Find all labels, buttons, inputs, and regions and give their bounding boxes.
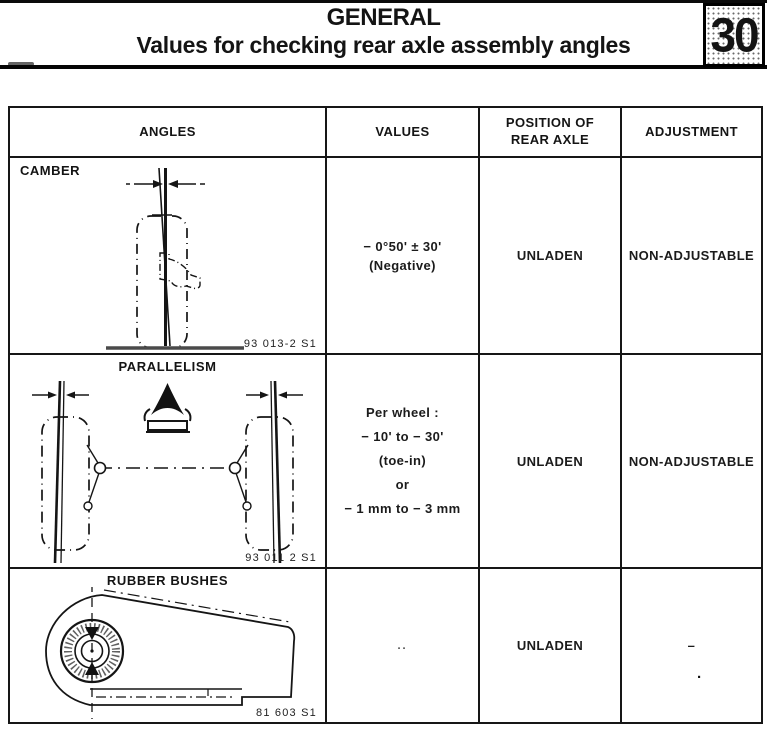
rubber-bushes-position-cell: UNLADEN bbox=[478, 567, 620, 722]
column-header-values: VALUES bbox=[325, 108, 478, 156]
camber-value: − 0°50' ± 30' bbox=[363, 238, 442, 254]
rubber-bushes-figure-ref: 81 603 S1 bbox=[256, 707, 317, 719]
camber-figure-cell bbox=[10, 156, 325, 353]
scan-artifact-dot: · bbox=[697, 669, 703, 686]
parallelism-label: PARALLELISM bbox=[118, 359, 217, 374]
parallelism-position-cell: UNLADEN bbox=[478, 353, 620, 567]
camber-label: CAMBER bbox=[20, 163, 81, 178]
rubber-bushes-value: .. bbox=[397, 639, 408, 652]
rear-axle-values-table bbox=[8, 106, 763, 724]
parallelism-value-line: − 1 mm to − 3 mm bbox=[344, 501, 461, 516]
parallelism-figure-cell bbox=[10, 353, 325, 567]
rubber-bushes-figure-cell bbox=[10, 567, 325, 722]
section-number-box bbox=[703, 3, 765, 67]
parallelism-value-line: Per wheel : bbox=[365, 405, 440, 420]
page-title: GENERAL bbox=[326, 4, 441, 31]
section-number: 30 bbox=[710, 7, 758, 63]
parallelism-values-cell bbox=[325, 353, 478, 567]
header-divider bbox=[0, 65, 767, 69]
camber-position-cell: UNLADEN bbox=[478, 156, 620, 353]
page-subtitle: Values for checking rear axle assembly angles bbox=[136, 32, 631, 58]
rubber-bushes-diagram-icon bbox=[10, 587, 325, 721]
camber-diagram-icon bbox=[10, 158, 325, 353]
parallelism-value-line: or bbox=[395, 477, 410, 492]
parallelism-diagram-icon bbox=[10, 355, 325, 567]
column-header-angles: ANGLES bbox=[139, 123, 196, 139]
parallelism-value-line: − 10' to − 30' bbox=[361, 429, 444, 444]
rubber-bushes-label: RUBBER BUSHES bbox=[106, 573, 229, 588]
camber-values-cell bbox=[325, 156, 478, 353]
camber-figure-ref: 93 013-2 S1 bbox=[243, 338, 317, 350]
column-header-position: POSITION OF REAR AXLE bbox=[478, 108, 620, 156]
rubber-bushes-values-cell bbox=[325, 567, 478, 722]
rubber-bushes-adjustment-cell bbox=[620, 567, 761, 722]
camber-value-note: (Negative) bbox=[369, 257, 436, 273]
camber-adjustment-cell: NON-ADJUSTABLE bbox=[620, 156, 761, 353]
rubber-bushes-adjustment-dash: – bbox=[687, 638, 696, 653]
column-header-adjustment: ADJUSTMENT bbox=[620, 108, 761, 156]
scan-artifact-top-edge bbox=[0, 0, 767, 3]
parallelism-value-line: (toe-in) bbox=[378, 453, 427, 468]
parallelism-adjustment-cell: NON-ADJUSTABLE bbox=[620, 353, 761, 567]
page-header bbox=[0, 4, 767, 59]
parallelism-figure-ref: 93 011 2 S1 bbox=[245, 552, 317, 564]
